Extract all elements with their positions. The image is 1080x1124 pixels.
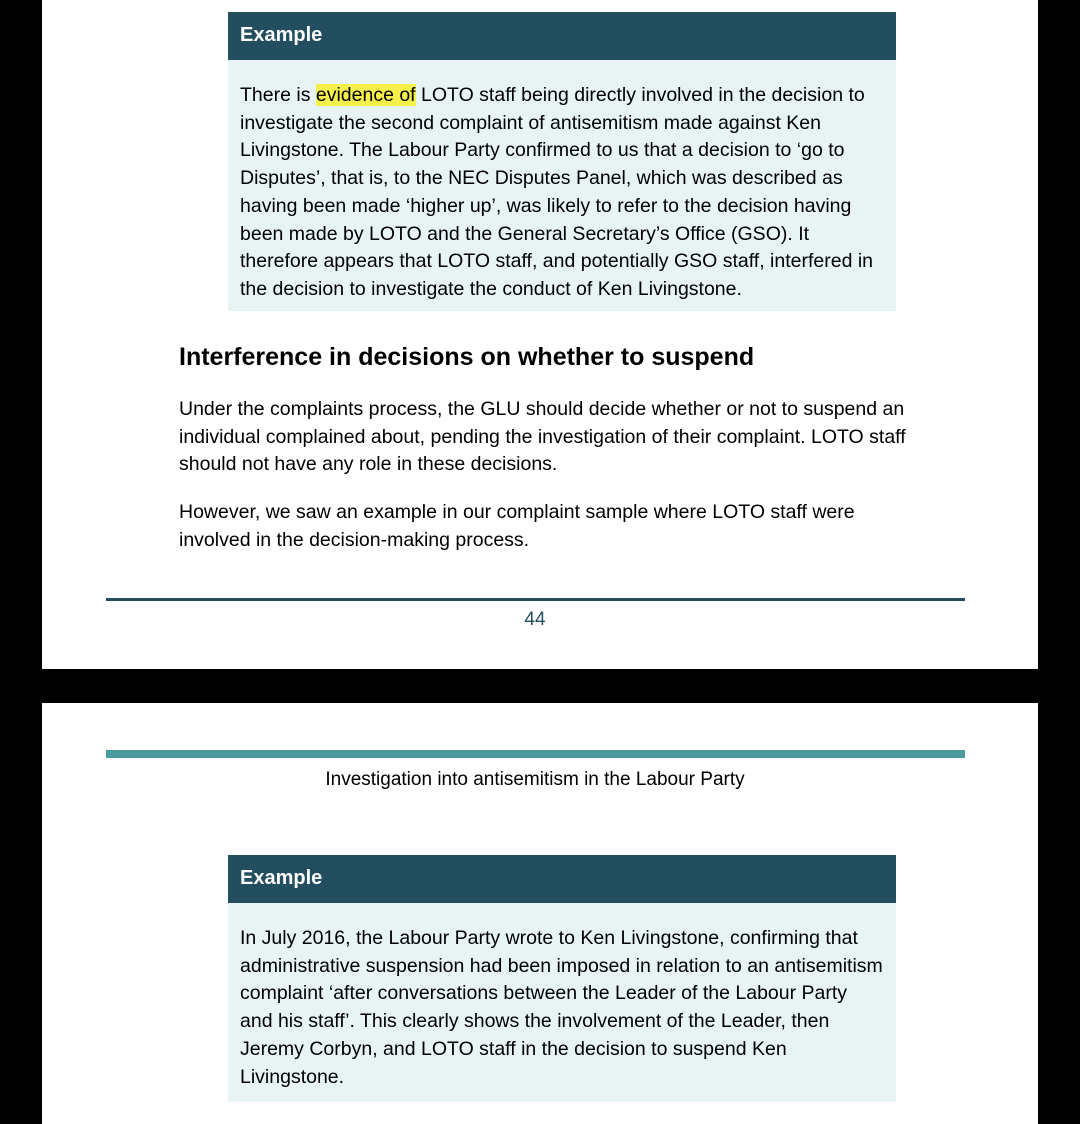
example-box: [228, 12, 896, 311]
body-paragraph: Under the complaints process, the GLU should decide whether or not to suspend an individual complained about, pending the investigation of their complaint. LOTO staff should not have any role in these decisions.: [179, 398, 906, 476]
footer-divider: [106, 598, 965, 601]
page-number: 44: [524, 609, 546, 630]
example-box-text: [228, 60, 896, 314]
document-page-45: [42, 703, 1038, 1124]
example-text-start: There is: [240, 84, 316, 106]
example-box-header: Example: [228, 12, 896, 60]
example-box: [228, 855, 896, 1102]
document-page-44: [42, 0, 1038, 669]
section-heading: Interference in decisions on whether to suspend: [179, 343, 755, 371]
highlighted-text[interactable]: evidence of: [315, 84, 416, 106]
header-divider: [106, 750, 965, 758]
example-box-header: Example: [228, 855, 896, 903]
example-text-rest: LOTO staff being directly involved in the decision to investigate the second complaint of antisemitism made against Ken Livingstone. The Labour Party confirmed to us that a decision to ‘go to Disputes’, that is, to the NEC Disputes Panel, which was described as having been made ‘higher up’, was likely to refer to the decision having been made by LOTO and the General Secretary’s Office (GSO). It therefore appears that LOTO staff, and potentially GSO staff, interfered in the decision to investigate the conduct of Ken Livingstone.: [240, 84, 874, 300]
body-paragraph: However, we saw an example in our complaint sample where LOTO staff were involved in the decision-making process.: [179, 501, 855, 551]
example-box-text: In July 2016, the Labour Party wrote to Ken Livingstone, confirming that administrative suspension had been imposed in relation to an antisemitism complaint ‘after conversations between the Leader of the Labour Party and his staff’. This clearly shows the involvement of the Leader, then Jeremy Corbyn, and LOTO staff in the decision to suspend Ken Livingstone.: [240, 927, 883, 1088]
running-header: Investigation into antisemitism in the Labour Party: [325, 769, 745, 790]
